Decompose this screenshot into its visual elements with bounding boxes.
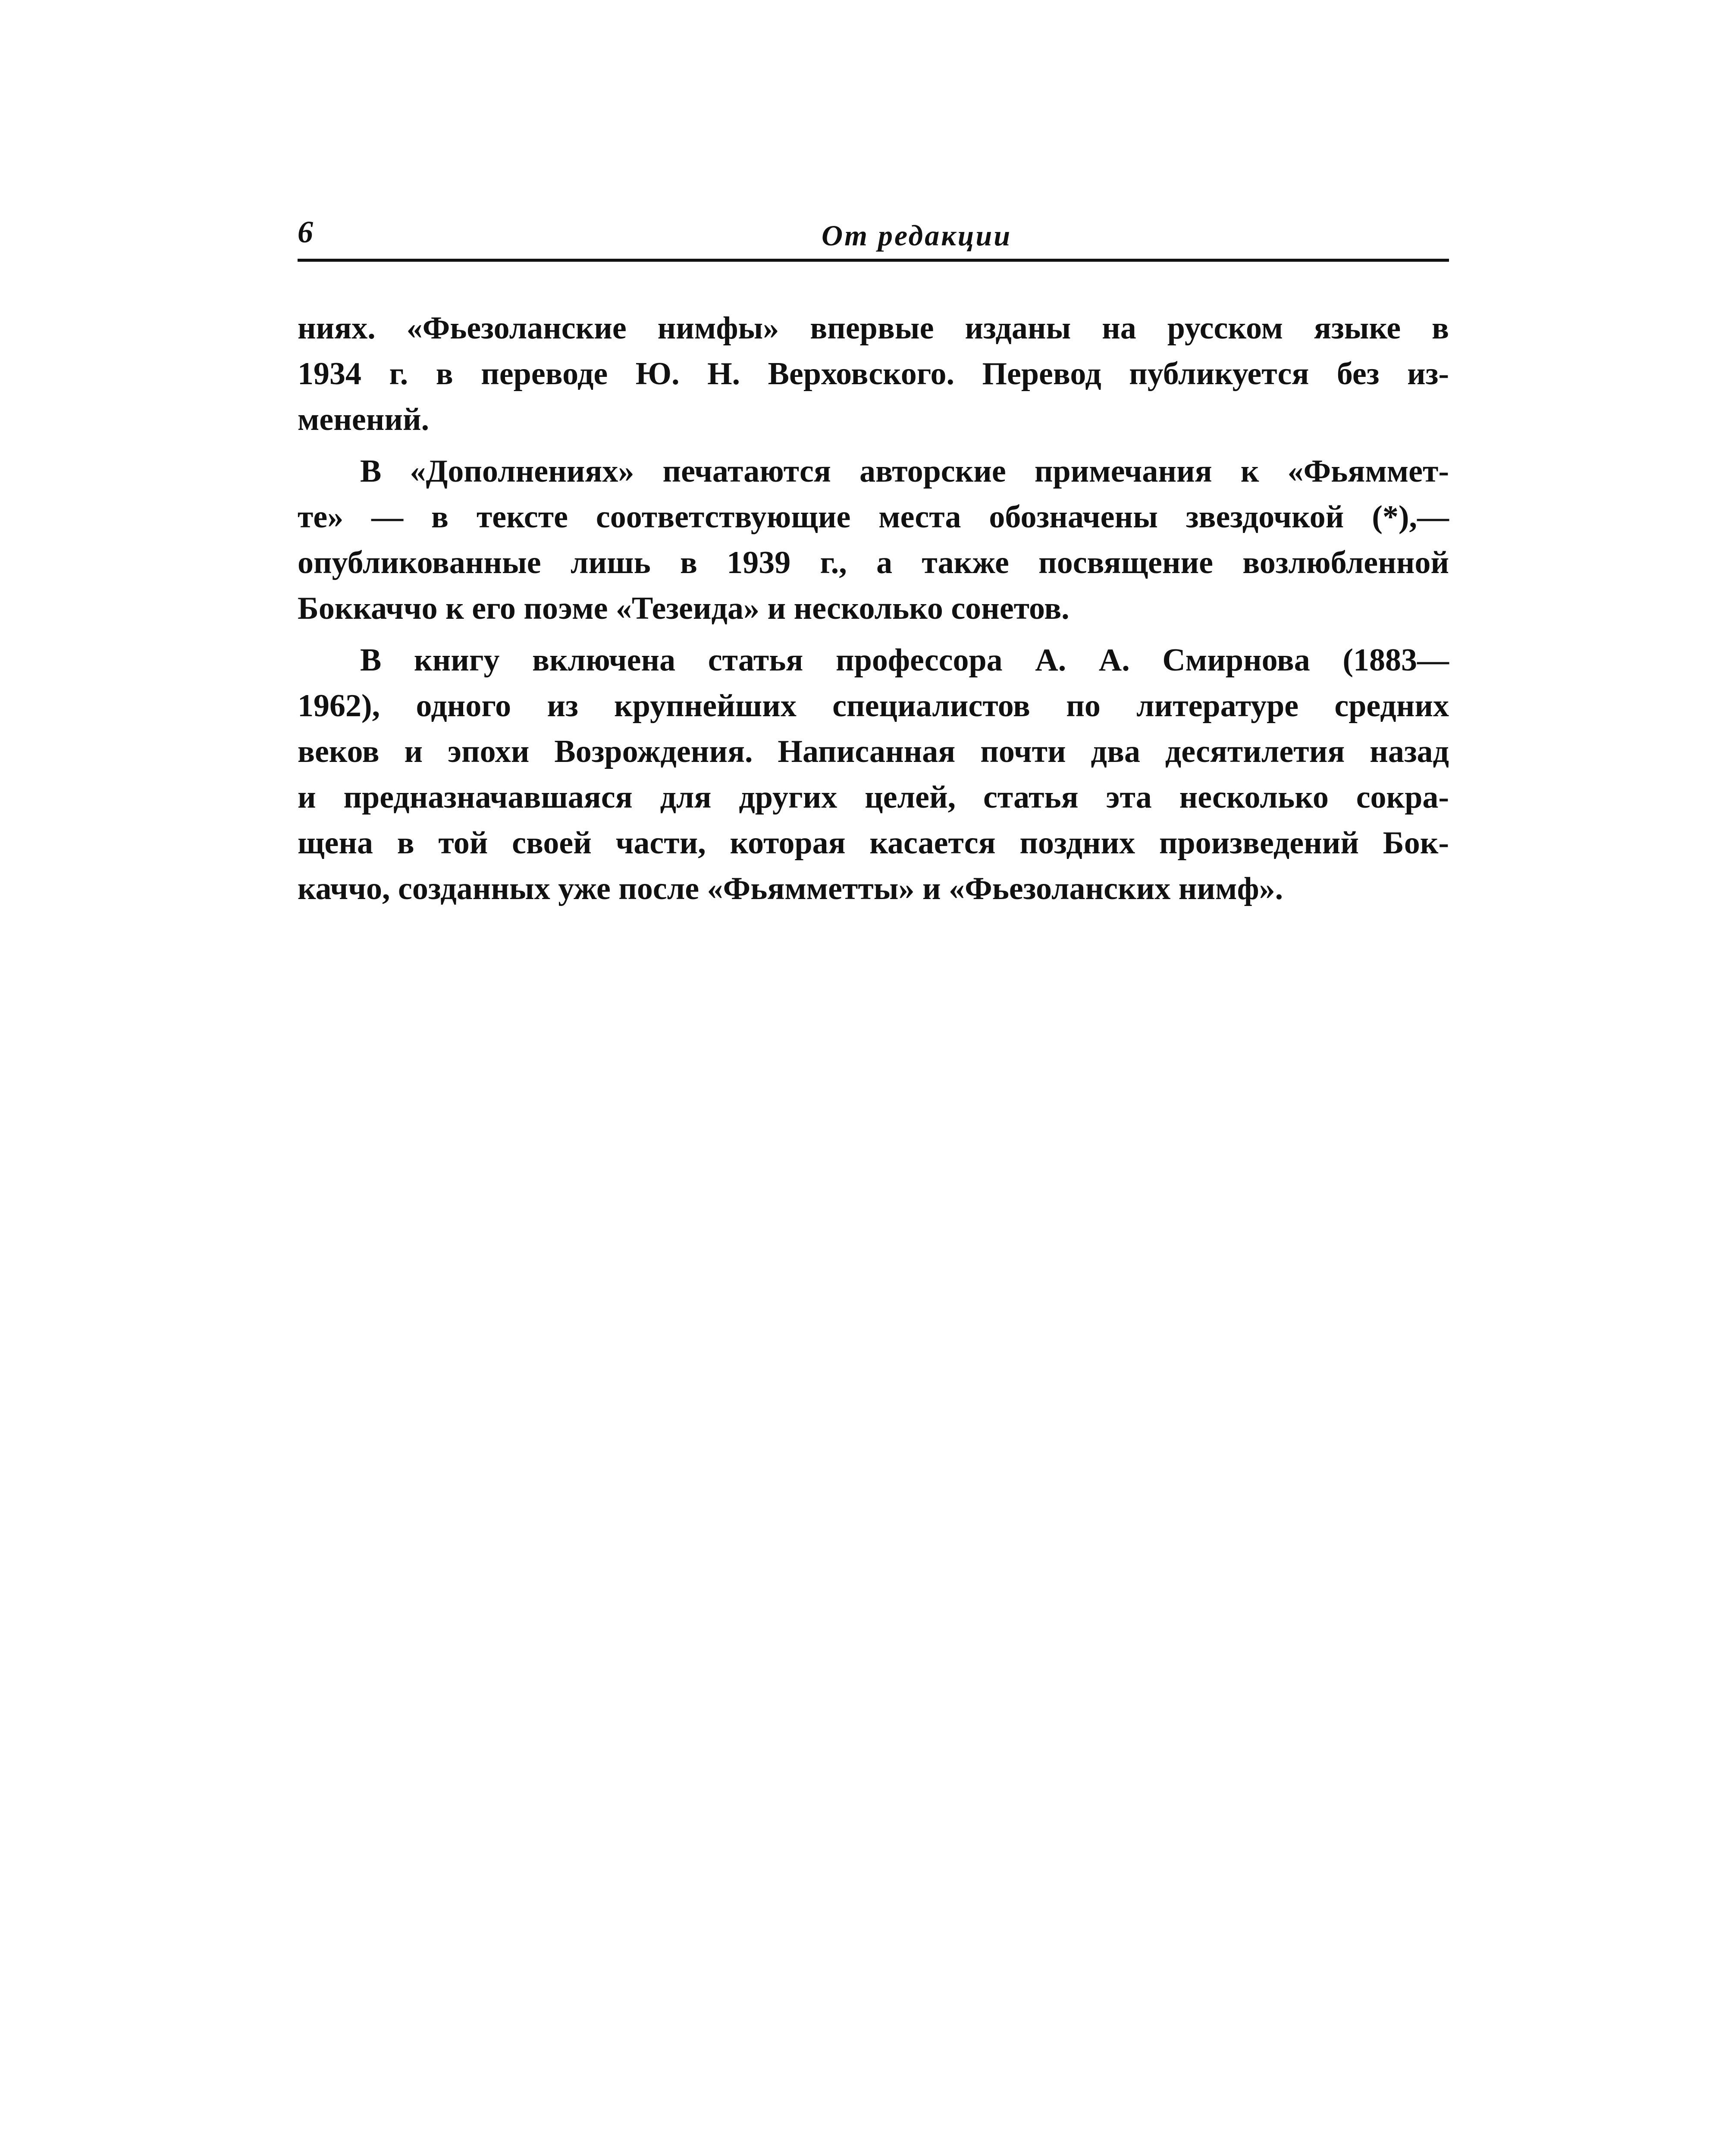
running-title: От редакции	[822, 219, 1012, 252]
text-line: менений.	[298, 402, 430, 437]
text-line: опубликованные лишь в 1939 г., а также посвящение возлюбленной	[298, 545, 1449, 580]
paragraph-3	[298, 637, 1449, 912]
text-line: В книгу включена статья профессора А. А. Смирнова (1883—	[360, 642, 1449, 678]
paragraph-2	[298, 448, 1449, 631]
text-line: 1934 г. в переводе Ю. Н. Верховского. Перевод публикуется без из-	[298, 356, 1449, 392]
text-line: те» — в тексте соответствующие места обозначены звездочкой (*),—	[298, 499, 1449, 535]
text-line: ниях. «Фьезоланские нимфы» впервые изданы на русском языке в	[298, 310, 1449, 346]
text-line: и предназначавшаяся для других целей, статья эта несколько сокра-	[298, 780, 1449, 815]
text-line: Боккаччо к его поэме «Тезеида» и несколько сонетов.	[298, 591, 1070, 626]
text-line: В «Дополнениях» печатаются авторские примечания к «Фьяммет-	[360, 454, 1449, 489]
text-line: веков и эпохи Возрождения. Написанная почти два десятилетия назад	[298, 734, 1449, 769]
page-header	[298, 211, 1449, 262]
page-number: 6	[298, 215, 313, 249]
paragraph-1	[298, 305, 1449, 442]
text-line: каччо, созданных уже после «Фьямметты» и «Фьезоланских нимф».	[298, 871, 1283, 906]
body-text	[298, 305, 1449, 912]
text-line: щена в той своей части, которая касается поздних произведений Бок-	[298, 825, 1449, 861]
text-line: 1962), одного из крупнейших специалистов по литературе средних	[298, 688, 1449, 724]
